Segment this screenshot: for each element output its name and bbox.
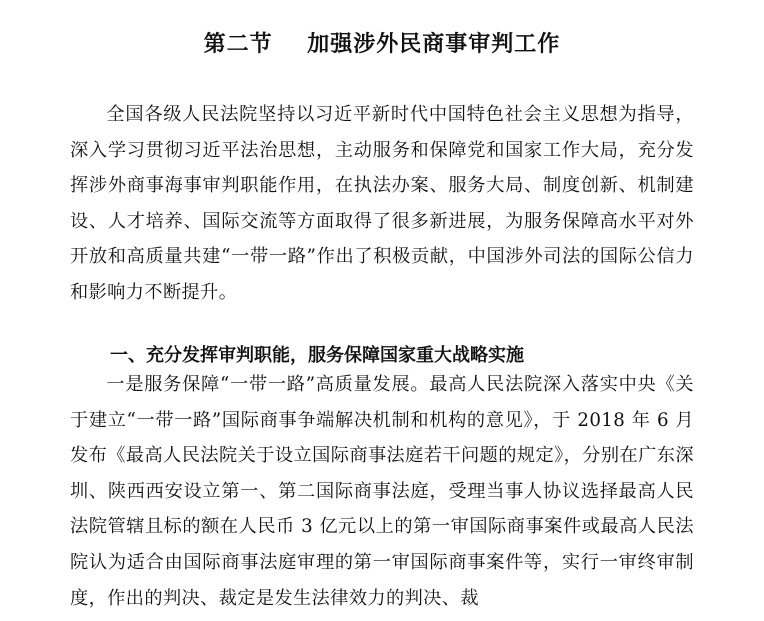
intro-paragraph: 全国各级人民法院坚持以习近平新时代中国特色社会主义思想为指导，深入学习贯彻习近平法治思想，主动服务和保障党和国家工作大局，充分发挥涉外商事海事审判职能作用，在执法办案、服务大局、制度创新、机制建设、人才培养、国际交流等方面取得了很多新进展，为服务保障高水平对外开放和高质量共建“一带一路”作出了积极贡献，中国涉外司法的国际公信力和影响力不断提升。 (70, 104, 694, 303)
body-paragraph: 一是服务保障“一带一路”高质量发展。最高人民法院深入落实中央《关于建立“一带一路”国际商事争端解决机制和机构的意见》，于 2018 年 6 月发布《最高人民法院关于设立国际商事法庭若干问题的规定》，分别在广东深圳、陕西西安设立第一、第二国际商事法庭，受理当事人协议选择最高人民法院管辖且标的额在人民币 3 亿元以上的第一审国际商事案件或最高人民法院认为适合由国际商事法庭审理的第一审国际商事案件等，实行一审终审制度，作出的判决、裁定是发生法律效力的判决、裁 (70, 374, 694, 609)
subsection-heading: 一、充分发挥审判职能，服务保障国家重大战略实施 (110, 344, 524, 366)
section-title: 第二节 加强涉外民商事审判工作 (203, 31, 561, 57)
